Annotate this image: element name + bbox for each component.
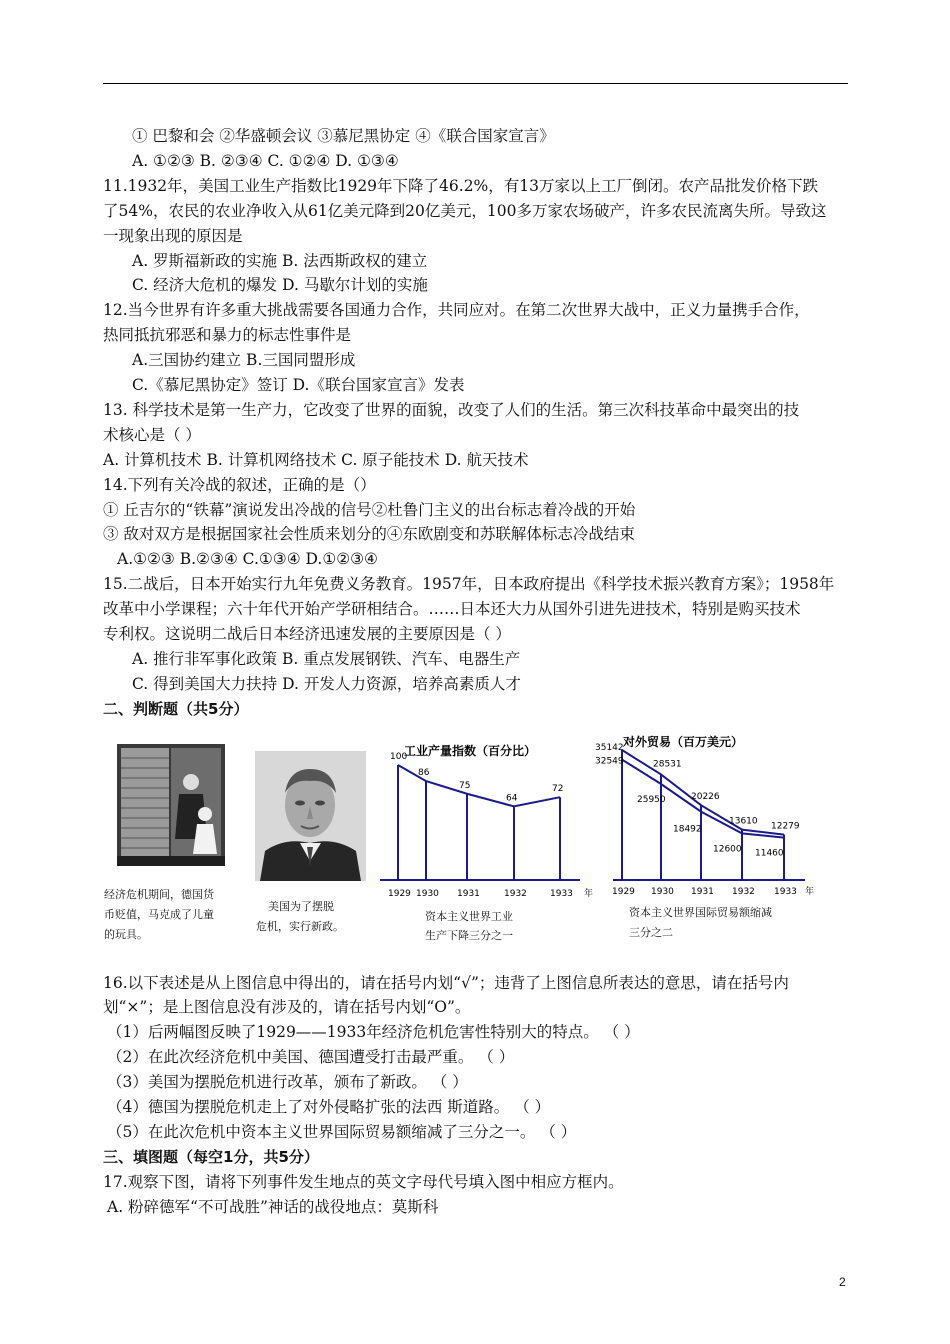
- q15-options-cd: C. 得到美国大力扶持 D. 开发人力资源，培养高素质人才: [132, 675, 521, 693]
- chart-foreign-trade: [595, 728, 820, 910]
- chart1-tick-label: 1930: [416, 889, 439, 899]
- chart2-tick-label: 1933: [774, 887, 797, 897]
- chart1-tick-label: 1931: [457, 889, 480, 899]
- q17-stem: 17.观察下图，请将下列事件发生地点的英文字母代号填入图中相应方框内。: [103, 1173, 624, 1191]
- chart2-tick-label: 1929: [612, 887, 635, 897]
- q12-options-ab: A.三国协约建立 B.三国同盟形成: [132, 351, 356, 369]
- chart2-data-label: 20226: [691, 792, 720, 803]
- photo2-caption-line-1: 美国为了摆脱: [268, 900, 334, 913]
- q16-stem-2: 划“×”；是上图信息没有涉及的，请在括号内划“O”。: [103, 998, 471, 1016]
- chart2-data-label: 12279: [771, 821, 800, 832]
- chart2-x-unit: 年: [805, 887, 815, 897]
- chart2-data-label: 18492: [673, 824, 702, 835]
- q15-stem-1: 15.二战后，日本开始实行九年免费义务教育。1957年，日本政府提出《科学技术振兴教育方案》；1958年: [103, 575, 835, 593]
- chart1-data-label: 64: [506, 793, 518, 804]
- q15-options-ab: A. 推行非军事化政策 B. 重点发展钢铁、汽车、电器生产: [132, 650, 521, 668]
- chart2-data-label: 35142: [595, 743, 624, 753]
- q16-item-4: （4）德国为摆脱危机走上了对外侵略扩张的法西 斯道路。 （ ）: [107, 1098, 551, 1116]
- photo-roosevelt-portrait: [255, 751, 366, 881]
- q16-stem-1: 16.以下表述是从上图信息中得出的，请在括号内划“√”；违背了上图信息所表达的意思，请在括号内: [103, 974, 789, 992]
- chart1-tick-label: 1929: [388, 889, 411, 899]
- chart1-caption-line-2: 生产下降三分之一: [425, 929, 513, 942]
- q11-stem-3: 一现象出现的原因是: [103, 227, 243, 245]
- q14-statement-2: ③ 敌对双方是根据国家社会性质来划分的④东欧剧变和苏联解体标志冷战结束: [103, 525, 635, 543]
- q12-options-cd: C.《慕尼黑协定》签订 D.《联台国家宣言》发表: [132, 376, 465, 394]
- q13-stem-1: 13. 科学技术是第一生产力，它改变了世界的面貌，改变了人们的生活。第三次科技革命中最突出的技: [103, 401, 800, 419]
- photo-german-children-banknotes: [117, 744, 225, 866]
- chart1-data-label: 72: [552, 784, 564, 795]
- chart2-tick-label: 1930: [651, 887, 674, 897]
- q12-stem-2: 热同抵抗邪恶和暴力的标志性事件是: [103, 326, 352, 344]
- q10-options-list: ① 巴黎和会 ②华盛顿会议 ③慕尼黑协定 ④《联合国家宣言》: [132, 127, 555, 145]
- chart2-caption-line-2: 三分之二: [629, 926, 673, 939]
- q16-item-3: （3）美国为摆脱危机进行改革，颁布了新政。 （ ）: [107, 1073, 468, 1091]
- chart2-tick-label: 1932: [732, 887, 755, 897]
- q14-options: A.①②③ B.②③④ C.①③④ D.①②③④: [117, 550, 378, 568]
- chart1-x-unit: 年: [584, 889, 594, 899]
- chart-industrial-production: [368, 735, 608, 905]
- q13-stem-2: 术核心是（ ）: [103, 426, 201, 444]
- q14-statement-1: ① 丘吉尔的“铁幕”演说发出冷战的信号②杜鲁门主义的出台标志着冷战的开始: [103, 501, 636, 519]
- q11-options-ab: A. 罗斯福新政的实施 B. 法西斯政权的建立: [132, 252, 428, 270]
- chart1-data-label: 75: [459, 780, 471, 791]
- chart2-tick-label: 1931: [691, 887, 714, 897]
- chart1-title: 工业产量指数（百分比）: [404, 744, 537, 758]
- chart2-caption-line-1: 资本主义世界国际贸易额缩减: [629, 906, 772, 919]
- q15-stem-2: 改革中小学课程；六十年代开始产学研相结合。……日本还大力从国外引进先进技术，特别是购买技术: [103, 600, 801, 618]
- q17-item-a: A. 粉碎德军“不可战胜”神话的战役地点：莫斯科: [107, 1198, 439, 1216]
- photo1-caption-line-3: 的玩具。: [104, 928, 148, 941]
- q13-options: A. 计算机技术 B. 计算机网络技术 C. 原子能技术 D. 航天技术: [103, 451, 529, 469]
- q11-stem-2: 了54%，农民的农业净收入从61亿美元降到20亿美元，100多万家农场破产，许多农民流离失所。导致这: [103, 202, 827, 220]
- chart2-data-label: 12600: [713, 844, 742, 855]
- chart1-caption-line-1: 资本主义世界工业: [425, 910, 513, 923]
- q16-item-2: （2）在此次经济危机中美国、德国遭受打击最严重。 （ ）: [107, 1048, 515, 1066]
- chart1-tick-label: 1933: [550, 889, 573, 899]
- chart2-data-label: 28531: [653, 759, 682, 770]
- chart2-data-label: 11460: [755, 848, 784, 859]
- header-rule: [103, 83, 848, 84]
- q15-stem-3: 专利权。这说明二战后日本经济迅速发展的主要原因是（ ）: [103, 625, 511, 643]
- page-number: 2: [839, 1275, 846, 1289]
- q16-item-1: （1）后两幅图反映了1929——1933年经济危机危害性特别大的特点。 （ ）: [107, 1023, 640, 1041]
- section-2-heading: 二、判断题（共5分）: [103, 700, 249, 718]
- photo1-caption-line-2: 币贬值，马克成了儿童: [104, 908, 214, 921]
- q10-answers: A. ①②③ B. ②③④ C. ①②④ D. ①③④: [132, 152, 399, 170]
- chart2-data-label: 32549: [595, 756, 624, 767]
- chart2-data-label: 13610: [729, 816, 758, 827]
- q14-stem: 14.下列有关冷战的叙述，正确的是（）: [103, 476, 376, 494]
- chart2-title: 对外贸易（百万美元）: [623, 735, 744, 749]
- q16-item-5: （5）在此次危机中资本主义世界国际贸易额缩减了三分之一。 （ ）: [107, 1123, 577, 1141]
- section-3-heading: 三、填图题（每空1分，共5分）: [103, 1148, 319, 1166]
- photo1-caption-line-1: 经济危机期间，德国货: [104, 888, 214, 901]
- chart1-tick-label: 1932: [504, 889, 527, 899]
- q11-stem-1: 11.1932年，美国工业生产指数比1929年下降了46.2%，有13万家以上工厂倒闭。农产品批发价格下跌: [103, 177, 819, 195]
- q12-stem-1: 12.当今世界有许多重大挑战需要各国通力合作，共同应对。在第二次世界大战中，正义力量携手合作，: [103, 301, 810, 319]
- chart2-data-label: 25950: [637, 795, 666, 806]
- chart1-data-label: 100: [390, 752, 408, 762]
- photo2-caption-line-2: 危机，实行新政。: [256, 920, 344, 933]
- chart1-data-label: 86: [418, 768, 430, 779]
- q11-options-cd: C. 经济大危机的爆发 D. 马歇尔计划的实施: [132, 276, 428, 294]
